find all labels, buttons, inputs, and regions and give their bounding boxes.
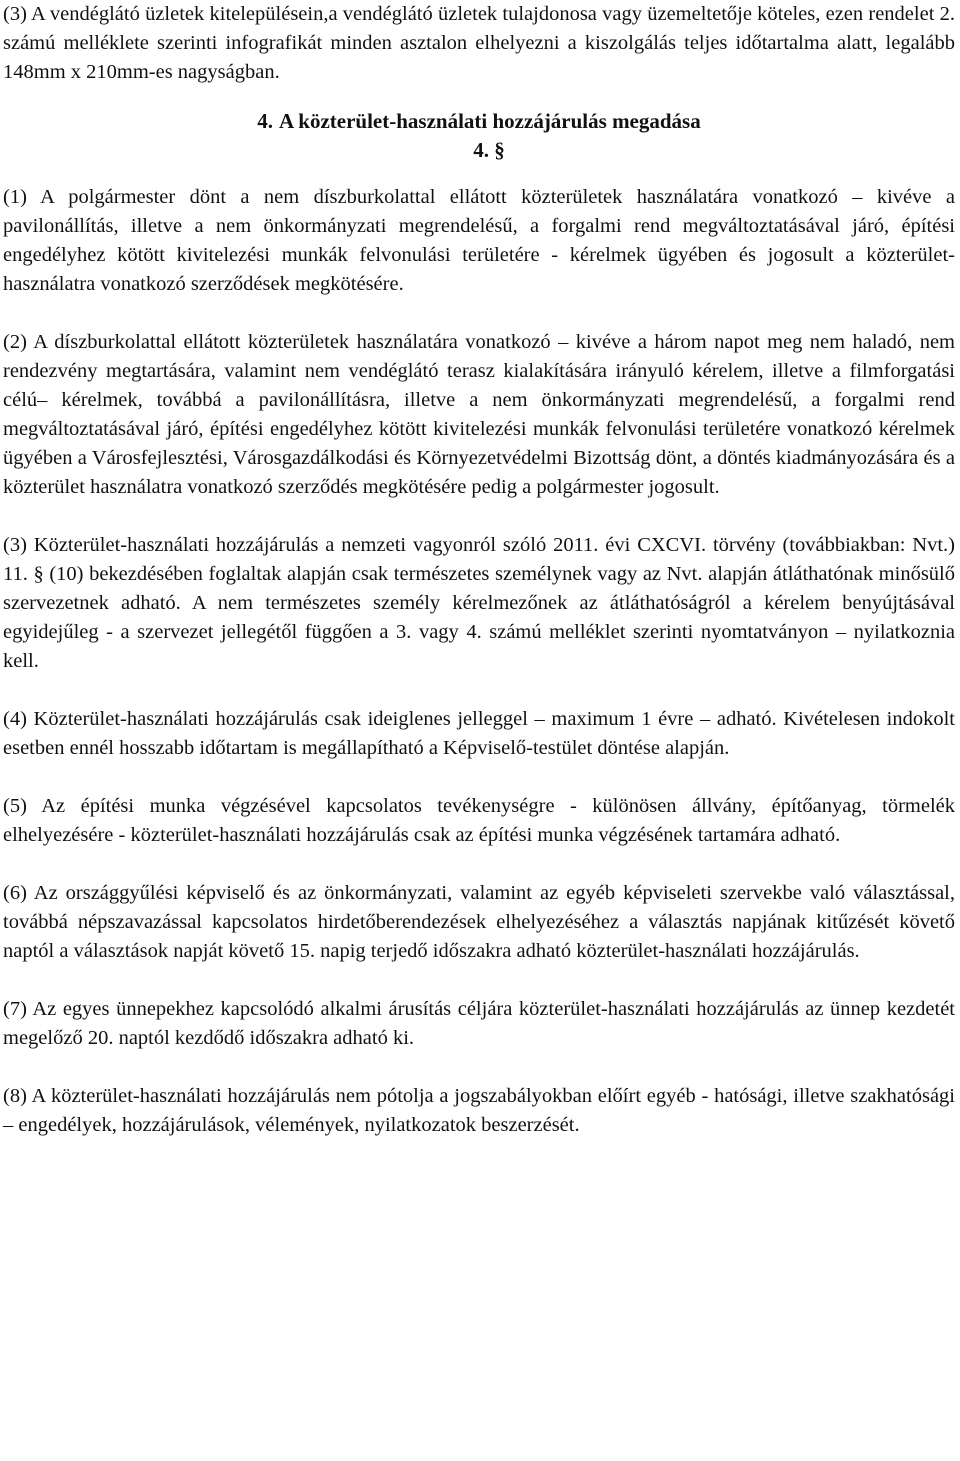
paragraph-5: (5) Az építési munka végzésével kapcsolatos tevékenységre - különösen állvány, építőanyag, törmelék elhelyezésére - közterület-használati hozzájárulás csak az építési munka végzésének tartamára adható. (3, 795, 955, 846)
paragraph-3: (3) Közterület-használati hozzájárulás a nemzeti vagyonról szóló 2011. évi CXCVI. törvény (továbbiakban: Nvt.) 11. § (10) bekezdésében foglaltak alapján csak természetes személynek vagy az Nvt. alapján átláthatónak minősülő szervezetnek adható. A nem természetes személy kérelmezőnek az átláthatóságról a kérelem benyújtásával egyidejűleg - a szervezet jellegétől függően a 3. vagy 4. számú melléklet szerinti nyomtatványon – nyilatkoznia kell. (3, 534, 955, 672)
paragraph-1: (1) A polgármester dönt a nem díszburkolattal ellátott közterületek használatára vonatkozó – kivéve a pavilonállítás, illetve a nem önkormányzati megrendelésű, a forgalmi rend megváltoztatásával járó, építési engedélyhez kötött kivitelezési munkák felvonulási területére - kérelmek ügyében és jogosult a közterület-használatra vonatkozó szerződések megkötésére. (3, 186, 955, 295)
paragraph-8: (8) A közterület-használati hozzájárulás nem pótolja a jogszabályokban előírt egyéb - hatósági, illetve szakhatósági – engedélyek, hozzájárulások, vélemények, nyilatkozatok beszerzését. (3, 1085, 955, 1136)
intro-paragraph: (3) A vendéglátó üzletek kitelepülésein,a vendéglátó üzletek tulajdonosa vagy üzemeltetője köteles, ezen rendelet 2. számú melléklete szerinti infografikát minden asztalon elhelyezni a kiszolgálás teljes időtartalma alatt, legalább 148mm x 210mm-es nagyságban. (3, 3, 955, 83)
section-number: 4. (257, 109, 274, 133)
document-page (3, 0, 955, 1140)
paragraph-4: (4) Közterület-használati hozzájárulás csak ideiglenes jelleggel – maximum 1 évre – adható. Kivételesen indokolt esetben ennél hosszabb időtartam is megállapítható a Képviselő-testület döntése alapján. (3, 708, 955, 759)
paragraph-6: (6) Az országgyűlési képviselő és az önkormányzati, valamint az egyéb képviseleti szervekbe való választással, továbbá népszavazással kapcsolatos hirdetőberendezések elhelyezéséhez a választás napjának kitűzését követő naptól a választások napját követő 15. napig terjedő időszakra adható közterület-használati hozzájárulás. (3, 882, 955, 962)
paragraph-2: (2) A díszburkolattal ellátott közterületek használatára vonatkozó – kivéve a három napot meg nem haladó, nem rendezvény megtartására, valamint nem vendéglátó terasz kialakítására irányuló kérelem, illetve a filmforgatási célú– kérelmek, továbbá a pavilonállításra, illetve a nem önkormányzati megrendelésű, a forgalmi rend megváltoztatásával járó, építési engedélyhez kötött kivitelezési munkák felvonulási területére vonatkozó kérelmek ügyében a Városfejlesztési, Városgazdálkodási és Környezetvédelmi Bizottság dönt, a döntés kiadmányozására és a közterület használatra vonatkozó szerződés megkötésére pedig a polgármester jogosult. (3, 331, 955, 498)
section-heading (3, 87, 955, 136)
section-title: A közterület-használati hozzájárulás megadása (279, 109, 701, 133)
paragraph-mark: 4. § (473, 138, 505, 162)
paragraph-7: (7) Az egyes ünnepekhez kapcsolódó alkalmi árusítás céljára közterület-használati hozzájárulás az ünnep kezdetét megelőző 20. naptól kezdődő időszakra adható ki. (3, 998, 955, 1049)
